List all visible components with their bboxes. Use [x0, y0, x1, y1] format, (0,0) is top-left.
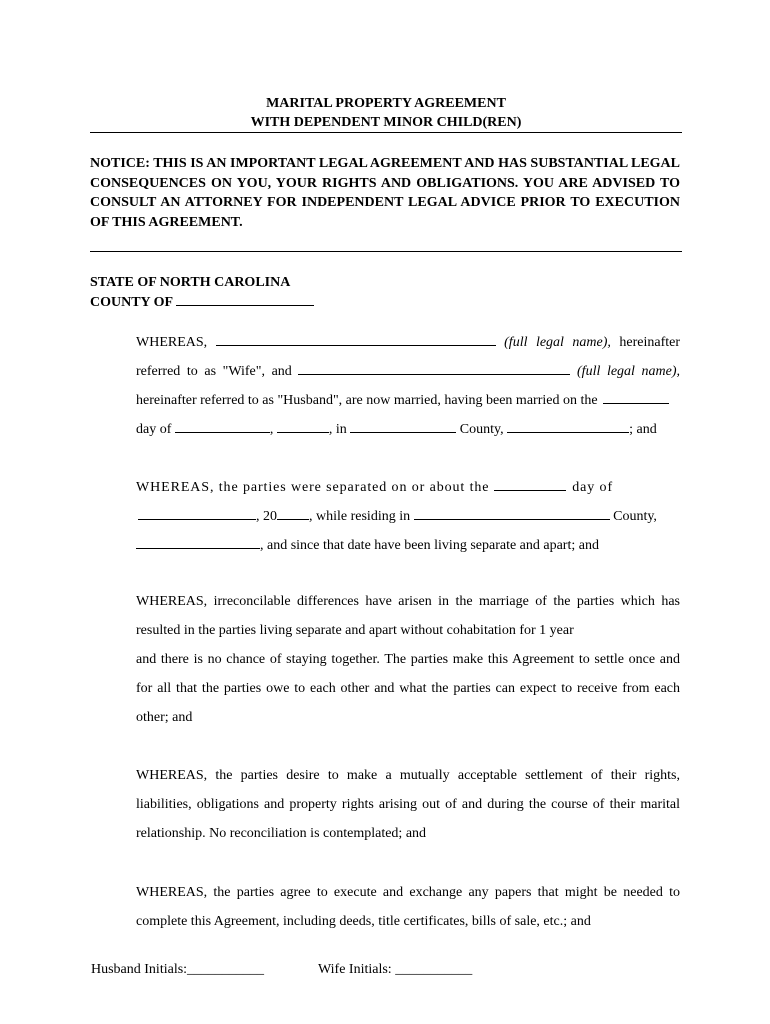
whereas2-text: , and since that date have been living separate and apart; and	[260, 538, 599, 553]
county-heading	[90, 292, 314, 312]
husband-initials-blank[interactable]: ___________	[187, 962, 265, 977]
whereas1-text: day of	[136, 422, 172, 437]
whereas1-line1	[136, 332, 680, 352]
marriage-state-blank[interactable]	[507, 419, 629, 433]
whereas1-line4	[136, 419, 680, 439]
full-legal-name-hint: (full legal name),	[504, 335, 611, 350]
comma: ,	[269, 422, 274, 437]
wife-initials	[318, 961, 472, 979]
notice-paragraph: NOTICE: THIS IS AN IMPORTANT LEGAL AGREEMENT AND HAS SUBSTANTIAL LEGAL CONSEQUENCES ON YOU, YOUR RIGHTS AND OBLIGATIONS. YOU ARE ADVISED TO CONSULT AN ATTORNEY FOR INDEPENDENT LEGAL ADVICE PRIOR TO EXECUTION OF THIS AGREEMENT.	[90, 156, 680, 230]
whereas3-line3: and there is no chance of staying together. The parties make this Agreement to settle once and	[136, 652, 680, 667]
county-label: COUNTY OF	[90, 295, 173, 310]
whereas2-text: day of	[572, 480, 614, 495]
whereas2-line2	[138, 506, 682, 526]
whereas1-text: WHEREAS,	[136, 335, 208, 350]
marriage-month-blank[interactable]	[175, 419, 270, 433]
whereas1-text: referred to as "Wife", and	[136, 364, 292, 379]
whereas3-line4: for all that the parties owe to each other and what the parties can expect to receive from each	[136, 681, 680, 696]
whereas2-line3	[136, 535, 680, 555]
separation-month-blank[interactable]	[138, 506, 256, 520]
whereas1-text: hereinafter referred to as "Husband", are now married, having been married on the	[136, 393, 598, 408]
whereas2-text: , 20	[256, 509, 277, 524]
whereas1-text: hereinafter	[619, 335, 681, 350]
state-heading: STATE OF NORTH CAROLINA	[90, 275, 291, 290]
residence-state-blank[interactable]	[136, 535, 260, 549]
whereas1-text: County,	[459, 422, 504, 437]
whereas1-text: , in	[328, 422, 347, 437]
wife-name-blank[interactable]	[216, 332, 496, 346]
wife-initials-label: Wife Initials:	[318, 962, 392, 977]
husband-name-blank[interactable]	[298, 361, 570, 375]
whereas2-text: , while residing in	[309, 509, 411, 524]
document-title-line1: MARITAL PROPERTY AGREEMENT	[266, 96, 506, 111]
notice-divider	[90, 251, 682, 252]
residence-county-blank[interactable]	[414, 506, 610, 520]
whereas4-paragraph: WHEREAS, the parties desire to make a mutually acceptable settlement of their rights, liabilities, obligations and property rights arising out of and during the course of their marital relationship. No reconciliation is contemplated; and	[136, 768, 680, 841]
whereas2-line1	[136, 477, 680, 497]
whereas3-line1: WHEREAS, irreconcilable differences have arisen in the marriage of the parties which has	[136, 594, 680, 609]
whereas1-text: ; and	[629, 422, 657, 437]
whereas1-line3	[136, 390, 680, 410]
whereas1-line2	[136, 361, 680, 381]
whereas3-line5: other; and	[136, 710, 193, 725]
separation-day-blank[interactable]	[494, 477, 566, 491]
whereas3-line2: resulted in the parties living separate and apart without cohabitation for 1 year	[136, 623, 574, 638]
husband-initials-label: Husband Initials:	[91, 962, 188, 977]
marriage-year-blank[interactable]	[277, 419, 329, 433]
whereas2-text: County,	[613, 509, 657, 524]
whereas5-paragraph: WHEREAS, the parties agree to execute and exchange any papers that might be needed to complete this Agreement, including deeds, title certificates, bills of sale, etc.; and	[136, 885, 680, 929]
marriage-day-blank[interactable]	[603, 390, 669, 404]
title-divider	[90, 132, 682, 133]
husband-initials	[91, 961, 264, 979]
separation-year-blank[interactable]	[277, 506, 309, 520]
whereas2-text: WHEREAS, the parties were separated on or about the	[136, 480, 490, 495]
document-title-line2: WITH DEPENDENT MINOR CHILD(REN)	[250, 115, 522, 130]
full-legal-name-hint: (full legal name),	[577, 364, 681, 379]
county-blank[interactable]	[176, 292, 314, 306]
wife-initials-blank[interactable]: ___________	[395, 962, 473, 977]
marriage-county-blank[interactable]	[350, 419, 456, 433]
